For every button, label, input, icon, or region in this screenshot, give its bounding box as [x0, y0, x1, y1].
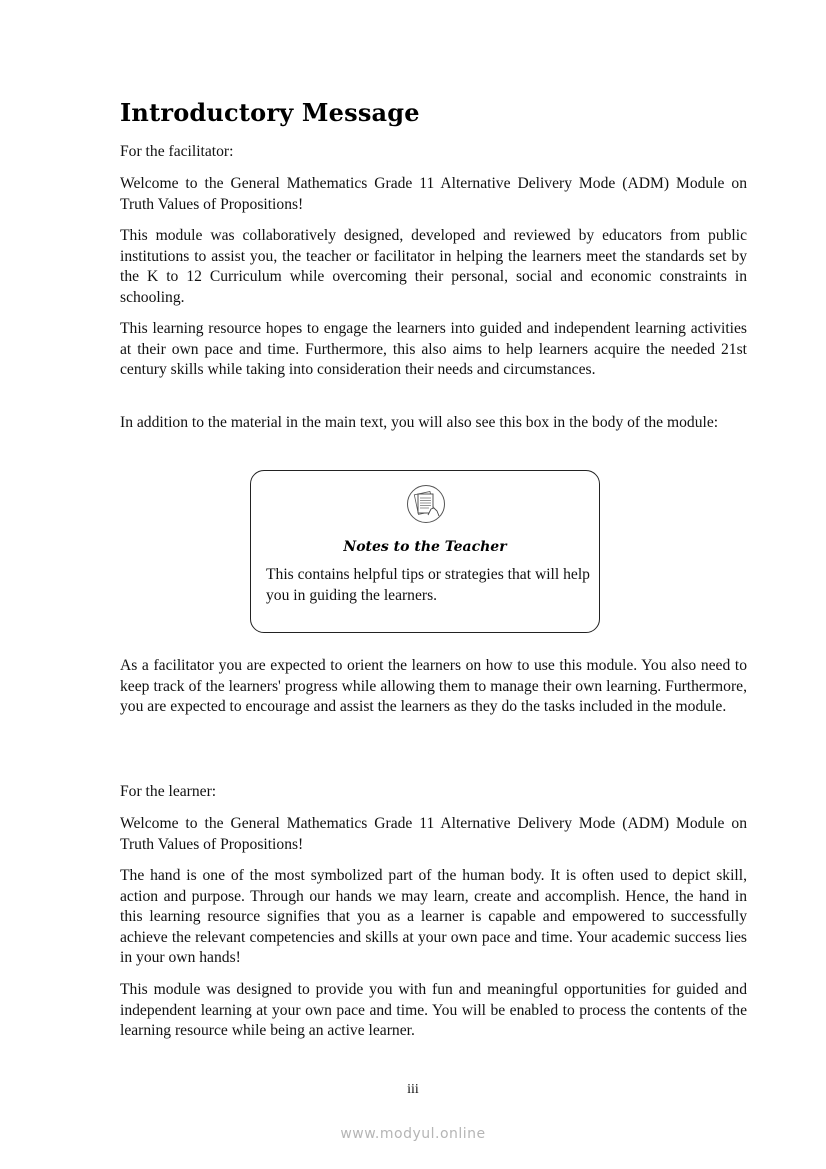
page-title: Introductory Message	[120, 98, 420, 127]
notes-to-teacher-box	[250, 470, 600, 633]
facilitator-paragraph-3: This learning resource hopes to engage the learners into guided and independent learning activities at their own pace and time. Furthermore, this also aims to help learners acquire the needed 21st century skills while taking into consideration their needs and circumstances.	[120, 320, 747, 379]
facilitator-closing: As a facilitator you are expected to orient the learners on how to use this module. You also need to keep track of the learners' progress while allowing them to manage their own learning. Furthermore, you are expected to encourage and assist the learners as they do the tasks included in the module.	[120, 657, 747, 716]
learner-paragraph-2: The hand is one of the most symbolized part of the human body. It is often used to depict skill, action and purpose. Through our hands we may learn, create and accomplish. Hence, the hand in this learning resource signifies that you as a learner is capable and empowered to successfully achieve the relevant competencies and skills at your own pace and time. Your academic success lies in your own hands!	[120, 867, 747, 967]
notes-hand-icon	[406, 484, 446, 524]
facilitator-heading: For the facilitator:	[120, 143, 234, 160]
facilitator-paragraph-2: This module was collaboratively designed, developed and reviewed by educators from public institutions to assist you, the teacher or facilitator in helping the learners meet the standards set by the K to 12 Curriculum while overcoming their personal, social and economic constraints in schooling.	[120, 227, 747, 306]
facilitator-paragraph-1: Welcome to the General Mathematics Grade 11 Alternative Delivery Mode (ADM) Module on Truth Values of Propositions!	[120, 175, 747, 213]
note-title: Notes to the Teacher	[343, 539, 507, 555]
note-body: This contains helpful tips or strategies that will help you in guiding the learners.	[266, 566, 590, 604]
learner-paragraph-1: Welcome to the General Mathematics Grade 11 Alternative Delivery Mode (ADM) Module on Truth Values of Propositions!	[120, 815, 747, 853]
facilitator-paragraph-4: In addition to the material in the main text, you will also see this box in the body of the module:	[120, 414, 719, 431]
watermark: www.modyul.online	[340, 1126, 486, 1142]
page-number: iii	[407, 1082, 419, 1097]
learner-paragraph-3: This module was designed to provide you with fun and meaningful opportunities for guided and independent learning at your own pace and time. You will be enabled to process the contents of the learning resource while being an active learner.	[120, 981, 747, 1040]
learner-heading: For the learner:	[120, 783, 217, 800]
